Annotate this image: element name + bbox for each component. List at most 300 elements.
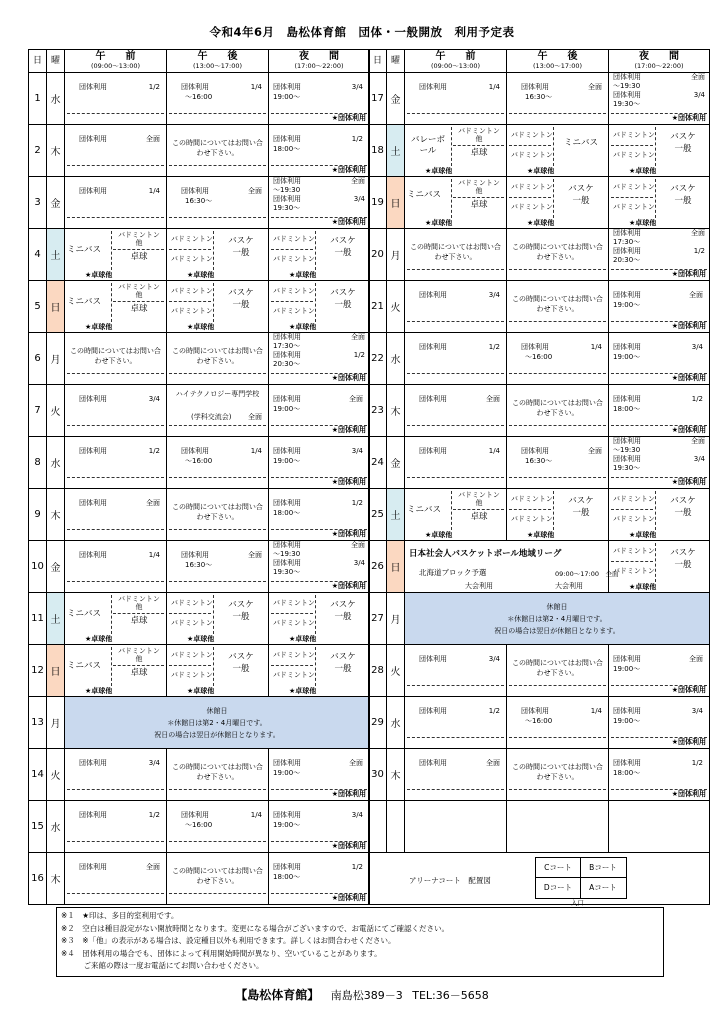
weekday: 水 [47,73,65,125]
usage-amount: 全面 [248,187,262,195]
star-takyu-label: ★卓球他 [289,635,317,643]
weekday: 月 [387,229,405,281]
table-row [369,749,710,801]
star-dantai-label: ★団体利用 [671,114,706,122]
afternoon-cell [507,437,609,489]
usage-label: 団体利用 [613,455,641,463]
table-row [29,645,370,697]
arena-label: アリーナコート 配置図 [409,876,491,885]
usage-time: 18:00～ [273,509,301,517]
usage-label: 団体利用 [419,447,447,455]
day-number: 24 [369,437,387,489]
day-number: 19 [369,177,387,229]
usage-label: 団体利用 [273,177,301,185]
sport-badminton: バドミントン [273,287,315,295]
night-cell [609,333,710,385]
usage-time: 19:30～ [613,100,641,108]
afternoon-cell [507,385,609,437]
sport-pingpong: 卓球 [470,200,488,210]
sport-badminton: バドミントン [171,619,213,627]
night-cell [609,125,710,177]
usage-time: 19:00～ [273,769,301,777]
day-number: 1 [29,73,47,125]
divider [169,217,266,218]
table-row [369,385,710,437]
divider [553,179,554,218]
usage-label: 団体利用 [79,551,107,559]
divider [67,581,164,582]
divider [611,145,653,146]
divider [67,529,164,530]
usage-label: 団体利用 [181,811,209,819]
usage-time: 19:00～ [273,405,301,413]
divider [169,301,211,302]
usage-label: 団体利用 [181,83,209,91]
sport-minibasu: ミニバス [67,609,102,619]
usage-amount: 3/4 [351,447,363,455]
usage-label: 団体利用 [79,499,107,507]
table-row [29,385,370,437]
sport-badminton: バドミントン [613,203,655,211]
divider [509,477,606,478]
night-cell [269,229,370,281]
star-dantai-label: ★団体利用 [331,894,366,902]
day-number: 16 [29,853,47,905]
night-cell [269,749,370,801]
divider [169,613,211,614]
usage-amount: 全面 [146,135,160,143]
star-dantai-label: ★団体利用 [671,790,706,798]
divider [509,269,606,270]
divider [509,145,551,146]
sport-badminton: バドミントン [458,127,500,135]
usage-label: 団体利用 [613,73,641,81]
sport-general: 一般 [232,664,250,674]
usage-label: 団体利用 [79,863,107,871]
weekday: 月 [387,593,405,645]
table-row [369,593,710,645]
night-cell [269,125,370,177]
usage-label: 団体利用 [273,135,301,143]
table-row [369,73,710,125]
night-cell [609,177,710,229]
usage-amount: 3/4 [691,343,703,351]
day-number: 29 [369,697,387,749]
afternoon-cell [507,645,609,697]
star-dantai-label: ★団体利用 [671,270,706,278]
usage-amount: 1/4 [148,187,160,195]
school-event: (学科交流会) [191,413,232,421]
usage-label: 団体利用 [613,229,641,237]
weekday: 木 [47,489,65,541]
sport-other: 他 [475,135,483,143]
usage-label: 団体利用 [79,135,107,143]
usage-amount: 3/4 [693,91,705,99]
weekday: 火 [47,385,65,437]
star-dantai-label: ★団体利用 [331,166,366,174]
sport-badminton: バドミントン [511,131,553,139]
usage-amount: 3/4 [488,655,500,663]
afternoon-cell [167,333,269,385]
divider [113,613,164,614]
usage-time: 20:30～ [273,360,301,368]
day-number: 30 [369,749,387,801]
inquiry-note: この時間についてはお問い合わせ下さい。 [172,763,263,781]
usage-amount: 1/2 [148,83,160,91]
weekday: 土 [47,229,65,281]
footer [0,986,724,1003]
inquiry-note: この時間についてはお問い合わせ下さい。 [70,347,161,365]
usage-time: 17:30～ [613,238,641,246]
inquiry-note: この時間についてはお問い合わせ下さい。 [512,399,603,417]
usage-amount: 1/4 [488,83,500,91]
usage-amount: 1/4 [250,447,262,455]
divider [655,491,656,530]
table-row [29,593,370,645]
usage-label: 団体利用 [419,343,447,351]
usage-time: 19:00～ [613,301,641,309]
morning-cell [405,229,507,281]
divider [315,283,316,322]
morning-cell [405,125,507,177]
sport-basketball: バスケ [330,288,356,298]
usage-amount: 全面 [691,229,705,237]
usage-time: 19:00～ [613,717,641,725]
day-number: 4 [29,229,47,281]
sport-general: 一般 [674,196,692,206]
usage-label: 団体利用 [79,759,107,767]
sport-pingpong: 卓球 [130,304,148,314]
sport-badminton: バドミントン [273,671,315,679]
morning-cell [65,749,167,801]
usage-label: 団体利用 [521,707,549,715]
inquiry-note: この時間についてはお問い合わせ下さい。 [172,139,263,157]
sport-minibasu: ミニバス [407,505,442,515]
usage-time: ～19:30 [613,446,641,454]
divider [169,477,266,478]
header-night: 夜間 (17:00～22:00) [609,50,710,73]
star-takyu-label: ★卓球他 [187,635,215,643]
usage-label: 団体利用 [79,447,107,455]
star-takyu-label: ★卓球他 [85,323,113,331]
morning-cell [65,281,167,333]
star-dantai-label: ★団体利用 [331,582,366,590]
event-time: 09:00～17:00 全面 [555,570,619,578]
usage-amount: 3/4 [148,759,160,767]
morning-cell [65,229,167,281]
divider [67,477,164,478]
divider [169,113,266,114]
table-row [369,697,710,749]
day-number: 12 [29,645,47,697]
usage-label: 団体利用 [273,447,301,455]
day-number: 2 [29,125,47,177]
table-row [369,801,710,853]
usage-amount: 1/2 [148,811,160,819]
usage-amount: 1/2 [488,707,500,715]
header-afternoon: 午後 (13:00～17:00) [507,50,609,73]
night-cell [609,645,710,697]
usage-amount: 1/4 [590,707,602,715]
divider [407,113,504,114]
sport-badminton: バドミントン [171,651,213,659]
event-title: 日本社会人バスケットボール地域リーグ [409,549,562,559]
divider [315,595,316,634]
morning-cell [405,801,507,853]
usage-label: 団体利用 [273,863,301,871]
day-number: 7 [29,385,47,437]
usage-time: ～19:30 [273,550,301,558]
usage-amount: 3/4 [693,455,705,463]
morning-cell [65,541,167,593]
usage-amount: 全面 [689,291,703,299]
sport-basketball: バスケ [228,288,254,298]
star-takyu-label: ★卓球他 [289,687,317,695]
afternoon-cell [167,749,269,801]
star-takyu-label: ★卓球他 [629,167,657,175]
weekday: 水 [387,697,405,749]
divider [271,613,313,614]
usage-amount: 全面 [486,759,500,767]
morning-cell [65,853,167,905]
day-number: 5 [29,281,47,333]
divider [553,127,554,166]
sport-pingpong: 卓球 [130,616,148,626]
table-row [29,281,370,333]
sport-basketball: バスケ [330,652,356,662]
divider [407,789,504,790]
usage-time: 18:00～ [273,145,301,153]
inquiry-note: この時間についてはお問い合わせ下さい。 [172,867,263,885]
divider [315,647,316,686]
usage-time: 19:00～ [273,821,301,829]
inquiry-note: この時間についてはお問い合わせ下さい。 [172,503,263,521]
star-dantai-label: ★団体利用 [331,478,366,486]
sport-other: 他 [475,187,483,195]
weekday: 火 [47,749,65,801]
star-dantai-label: ★団体利用 [671,374,706,382]
usage-amount: 全面 [349,759,363,767]
star-dantai-label: ★団体利用 [331,218,366,226]
sport-badminton: バドミントン [613,567,655,575]
divider [169,425,266,426]
night-cell [609,385,710,437]
usage-amount: 全面 [351,541,365,549]
usage-label: 団体利用 [419,83,447,91]
sport-general: 一般 [572,196,590,206]
star-takyu-label: ★卓球他 [187,687,215,695]
sport-badminton: バドミントン [613,515,655,523]
header-morning: 午前 (09:00～13:00) [405,50,507,73]
weekday: 火 [387,645,405,697]
weekday: 金 [387,73,405,125]
divider [407,373,504,374]
usage-time: 19:00～ [613,665,641,673]
sport-badminton: バドミントン [273,255,315,263]
divider [509,685,606,686]
school-name: ハイテクノロジー専門学校 [175,390,260,398]
note-line: ご来館の際は一度お電話にてお問い合わせください。 [61,961,264,970]
divider [451,179,452,218]
usage-time: 16:30～ [525,93,553,101]
table-row [29,697,370,749]
divider [169,893,266,894]
day-number: 20 [369,229,387,281]
notes-box [56,907,664,977]
afternoon-cell [167,541,269,593]
table-row [369,489,710,541]
morning-cell [65,489,167,541]
divider [453,509,504,510]
night-cell [269,281,370,333]
facility-tel: TEL:36－5658 [412,989,489,1002]
usage-label: 団体利用 [419,707,447,715]
sport-badminton: バドミントン [171,255,213,263]
day-number: 26 [369,541,387,593]
divider [271,665,313,666]
morning-cell [405,281,507,333]
night-cell [609,697,710,749]
facility-address: 南島松389－3 [330,989,403,1002]
usage-label: 団体利用 [79,395,107,403]
usage-time: 19:00～ [273,457,301,465]
table-row [369,125,710,177]
header-weekday: 曜 [387,50,405,73]
usage-label: 団体利用 [419,395,447,403]
afternoon-cell [507,229,609,281]
usage-amount: 1/2 [353,351,365,359]
star-dantai-label: ★団体利用 [331,114,366,122]
divider [67,373,164,374]
divider [407,685,504,686]
sport-general: 一般 [232,300,250,310]
divider [213,595,214,634]
day-number: 8 [29,437,47,489]
afternoon-cell [507,801,609,853]
event-subtitle: 北海道ブロック予選 [419,568,487,577]
usage-label: 団体利用 [273,351,301,359]
usage-time: ～19:30 [273,186,301,194]
sport-badminton: バドミントン [273,619,315,627]
usage-label: 団体利用 [273,333,301,341]
weekday: 金 [47,541,65,593]
divider [67,841,164,842]
sport-basketball: バスケ [330,600,356,610]
schedule-table-left [28,49,370,905]
usage-label: 団体利用 [521,343,549,351]
usage-label: 団体利用 [419,655,447,663]
sport-badminton: バドミントン [458,179,500,187]
table-row [369,645,710,697]
weekday: 月 [47,333,65,385]
header-day: 日 [29,50,47,73]
sport-badminton: バドミントン [273,235,315,243]
day-number: 3 [29,177,47,229]
sport-general: 一般 [674,144,692,154]
usage-amount: 3/4 [148,395,160,403]
morning-cell [65,385,167,437]
divider [113,301,164,302]
court-b: Bコート [589,863,617,872]
sport-general: 一般 [674,560,692,570]
usage-time: 18:00～ [273,873,301,881]
sport-general: 一般 [232,612,250,622]
table-row [29,73,370,125]
weekday: 土 [47,593,65,645]
usage-amount: 1/2 [148,447,160,455]
usage-amount: 1/2 [351,499,363,507]
sport-basketball: バスケ [568,496,594,506]
usage-time: 17:30～ [273,342,301,350]
sport-general: 一般 [334,664,352,674]
afternoon-cell [167,801,269,853]
sport-general: 一般 [232,248,250,258]
usage-amount: 全面 [349,395,363,403]
usage-amount: 3/4 [691,707,703,715]
usage-time: ～19:30 [613,82,641,90]
event-usage: 大会利用 [555,582,583,590]
court-d: Dコート [543,883,573,892]
afternoon-cell [507,697,609,749]
divider [213,231,214,270]
sport-badminton: バドミントン [511,515,553,523]
divider [169,529,266,530]
day-number: 28 [369,645,387,697]
sport-badminton: バドミントン [273,307,315,315]
usage-amount: 全面 [248,551,262,559]
weekday: 水 [387,333,405,385]
weekday: 木 [47,853,65,905]
inquiry-note: この時間についてはお問い合わせ下さい。 [410,243,501,261]
sport-badminton: バドミントン [511,495,553,503]
sport-other: 他 [475,499,483,507]
table-row [369,333,710,385]
usage-label: 団体利用 [273,499,301,507]
afternoon-cell [167,853,269,905]
sport-general: 一般 [334,248,352,258]
afternoon-cell [167,73,269,125]
star-takyu-label: ★卓球他 [629,219,657,227]
day-number: 14 [29,749,47,801]
star-dantai-label: ★団体利用 [671,426,706,434]
divider [271,301,313,302]
morning-cell [405,645,507,697]
usage-amount: 3/4 [353,559,365,567]
sport-badminton: バドミントン [613,495,655,503]
sport-minibasu: ミニバス [67,245,102,255]
morning-cell [405,73,507,125]
day-number: 13 [29,697,47,749]
usage-label: 団体利用 [613,343,641,351]
sport-pingpong: 卓球 [470,148,488,158]
usage-amount: 全面 [588,447,602,455]
sport-general: 一般 [674,508,692,518]
weekday: 月 [47,697,65,749]
star-dantai-label: ★団体利用 [331,842,366,850]
holiday-line: 祝日の場合は翌日が休館日となります。 [154,730,280,739]
weekday: 金 [387,437,405,489]
day-number: 9 [29,489,47,541]
star-dantai-label: ★団体利用 [331,530,366,538]
divider [67,893,164,894]
sport-badminton: バドミントン [171,671,213,679]
night-cell [609,749,710,801]
divider [113,665,164,666]
table-row [29,749,370,801]
usage-label: 団体利用 [273,395,301,403]
usage-label: 団体利用 [273,83,301,91]
court-diagram [535,857,627,899]
